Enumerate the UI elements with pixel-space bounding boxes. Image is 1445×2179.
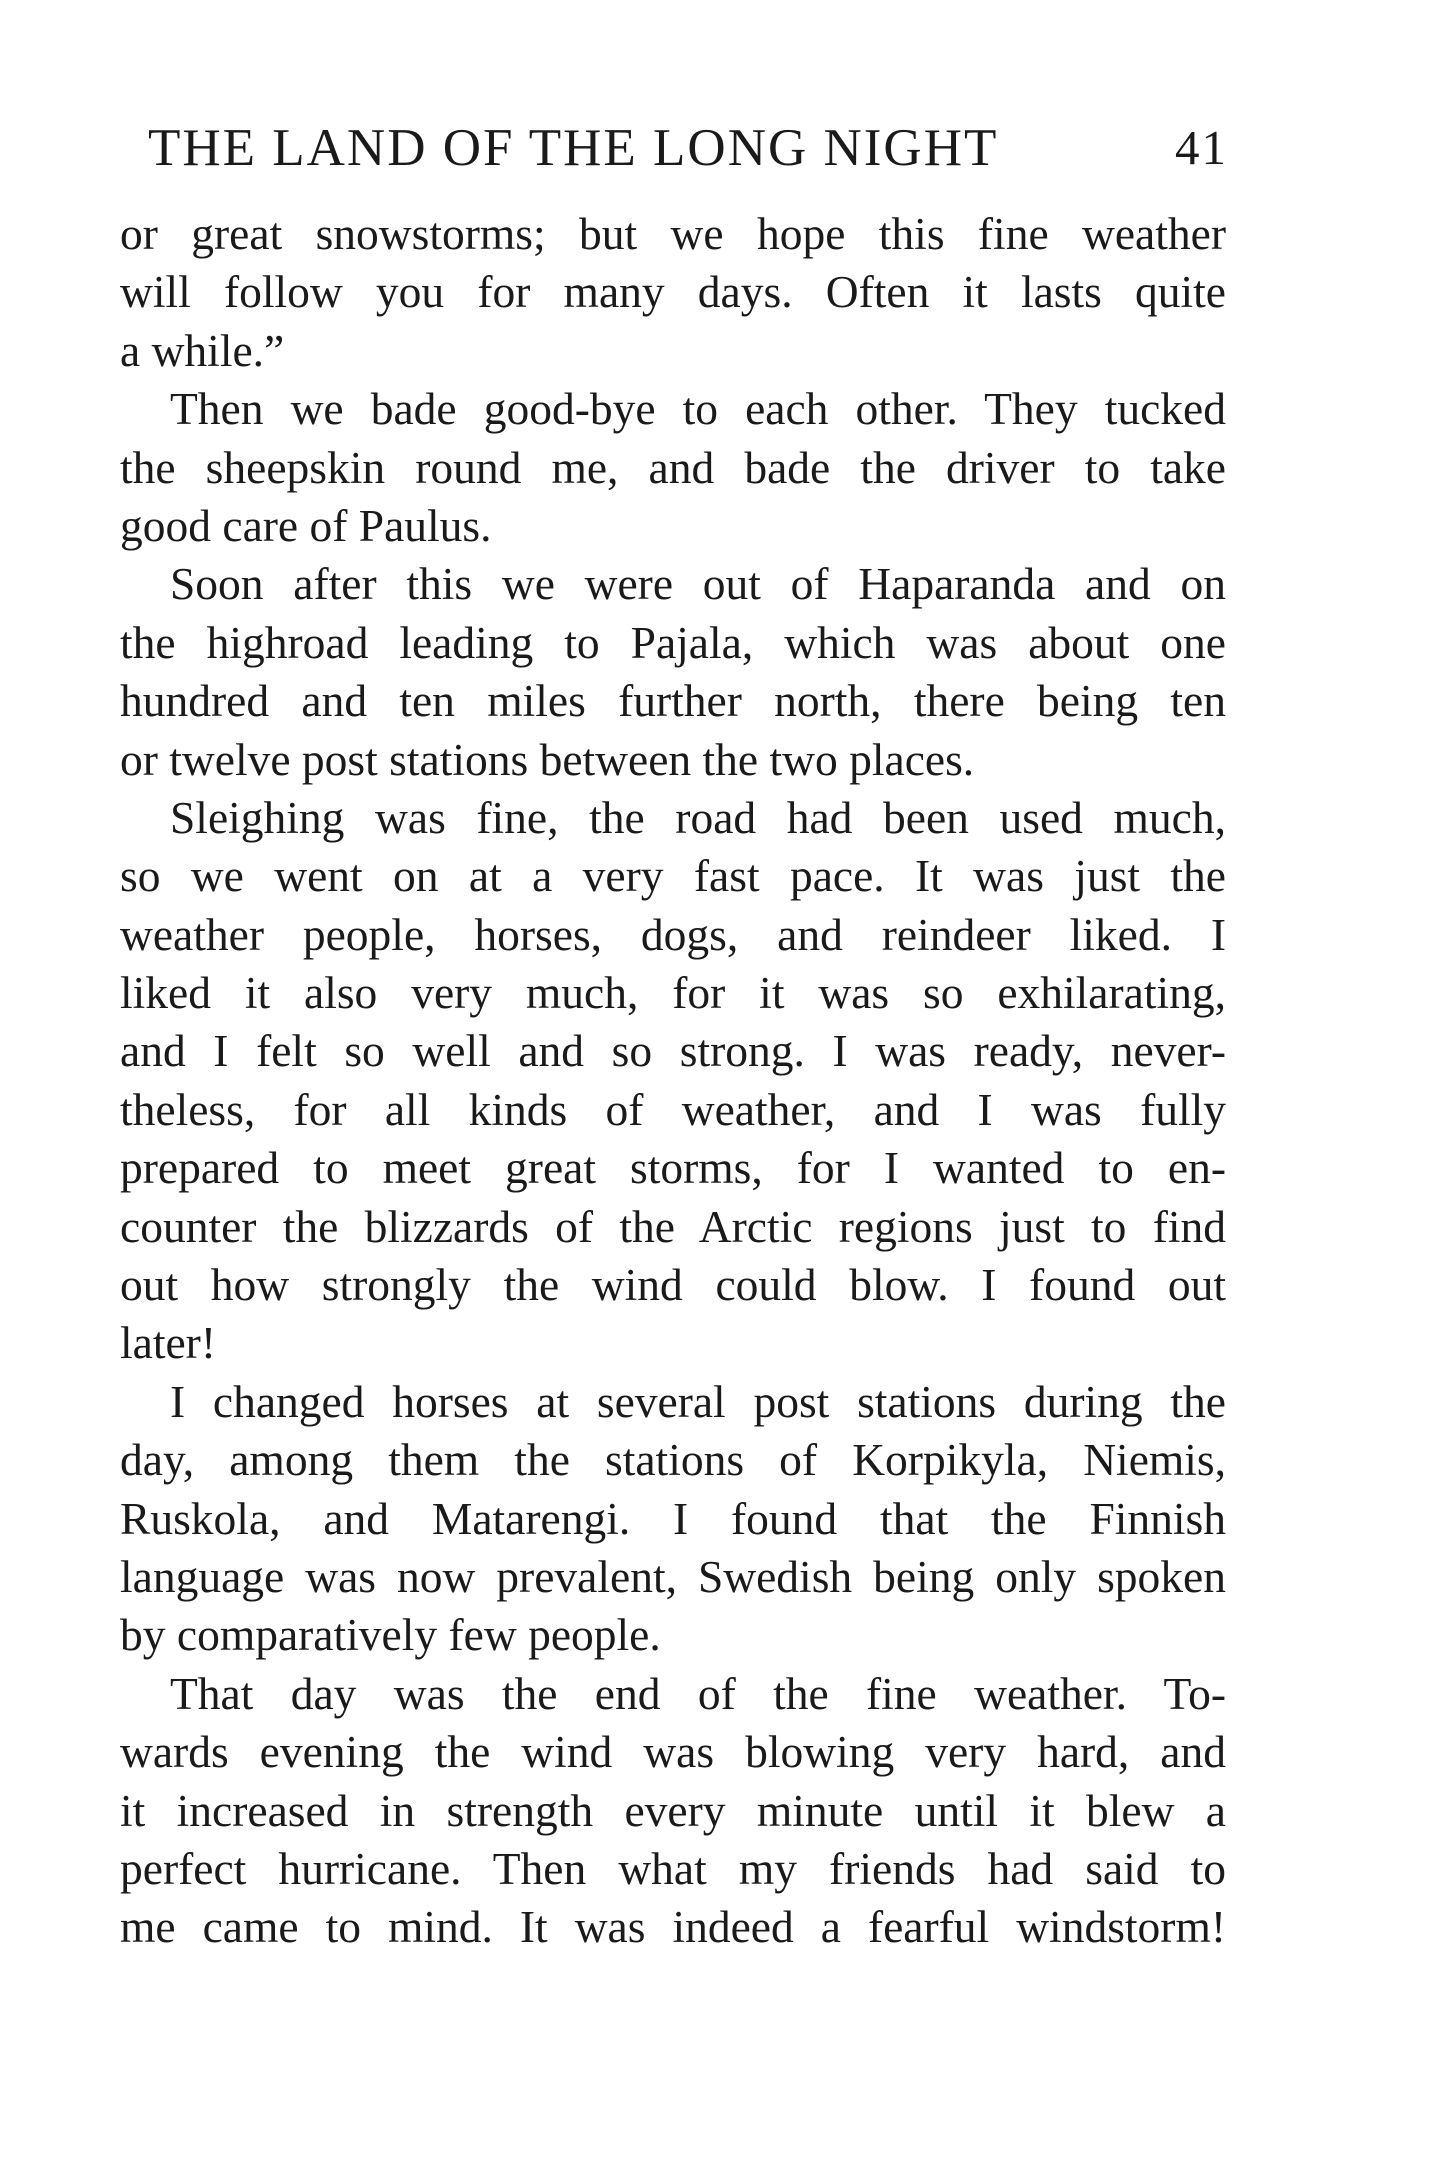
text-line: I changed horses at several post stations during the <box>170 1375 1226 1427</box>
text-line: later! <box>120 1317 216 1369</box>
text-line: me came to mind. It was indeed a fearful windstorm! <box>120 1901 1226 1953</box>
paragraph <box>120 789 1226 1373</box>
text-line: it increased in strength every minute until it blew a <box>120 1784 1226 1836</box>
text-line: language was now prevalent, Swedish being only spoken <box>120 1550 1226 1602</box>
text-line: prepared to meet great storms, for I wanted to en- <box>120 1142 1226 1194</box>
text-line: That day was the end of the fine weather. To- <box>170 1667 1226 1719</box>
page-number: 41 <box>1175 120 1228 175</box>
text-line: wards evening the wind was blowing very hard, and <box>120 1726 1226 1778</box>
text-line: a while.” <box>120 324 285 376</box>
text-line: liked it also very much, for it was so exhilarating, <box>120 967 1226 1019</box>
text-line: the sheepskin round me, and bade the driver to take <box>120 441 1226 493</box>
paragraph <box>120 555 1226 789</box>
text-line: counter the blizzards of the Arctic regions just to find <box>120 1200 1226 1252</box>
text-line: Then we bade good-bye to each other. They tucked <box>170 383 1226 435</box>
body-text <box>120 205 1226 1957</box>
text-line: theless, for all kinds of weather, and I was fully <box>120 1083 1226 1135</box>
text-line: will follow you for many days. Often it lasts quite <box>120 266 1226 318</box>
paragraph <box>120 205 1226 380</box>
text-line: day, among them the stations of Korpikyla, Niemis, <box>120 1434 1226 1486</box>
text-line: Ruskola, and Matarengi. I found that the Finnish <box>120 1492 1226 1544</box>
text-line: Sleighing was fine, the road had been used much, <box>170 791 1226 843</box>
text-line: Soon after this we were out of Haparanda and on <box>170 558 1226 610</box>
text-line: or twelve post stations between the two places. <box>120 733 975 785</box>
paragraph <box>120 1665 1226 1957</box>
text-line: so we went on at a very fast pace. It was just the <box>120 850 1226 902</box>
text-line: or great snowstorms; but we hope this fine weather <box>120 208 1226 259</box>
text-line: weather people, horses, dogs, and reindeer liked. I <box>120 908 1226 960</box>
text-line: good care of Paulus. <box>120 499 492 551</box>
text-line: perfect hurricane. Then what my friends had said to <box>120 1842 1226 1894</box>
paragraph <box>120 1373 1226 1665</box>
running-head: THE LAND OF THE LONG NIGHT <box>148 119 999 177</box>
text-line: and I felt so well and so strong. I was ready, never- <box>120 1025 1226 1077</box>
text-line: out how strongly the wind could blow. I found out <box>120 1259 1226 1311</box>
paragraph <box>120 380 1226 555</box>
page-header <box>148 118 1228 178</box>
text-line: by comparatively few people. <box>120 1609 661 1661</box>
text-line: the highroad leading to Pajala, which was about one <box>120 616 1226 668</box>
text-line: hundred and ten miles further north, there being ten <box>120 675 1226 727</box>
